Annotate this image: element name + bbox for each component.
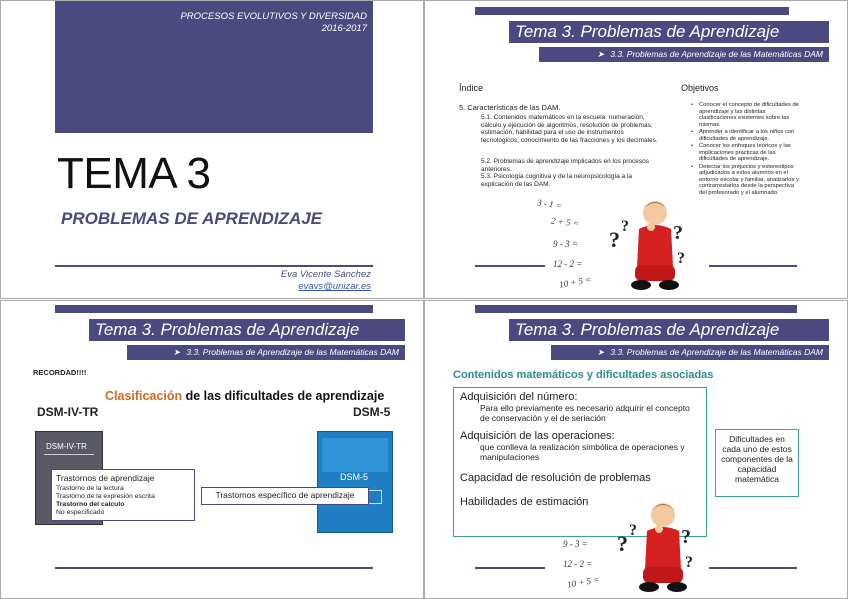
title-banner (55, 1, 373, 133)
tema-title: TEMA 3 (57, 149, 211, 198)
svg-text:?: ? (681, 526, 691, 548)
dsm5-label: DSM-5 (353, 405, 391, 419)
arrow-icon: ➤ (173, 347, 181, 357)
dsm5-book-cover (317, 431, 393, 533)
indice-item-5-1: 5.1. Contenidos matemáticos en la escuela: numeración, cálculo y ejecución de algoritmos, resolución de problemas, estimación, habilidad para el uso de instrumentos tecnológicos, conocimiento de las fracciones y los decimales. (481, 114, 658, 144)
slide-3 (0, 300, 424, 599)
section-heading: Contenidos matemáticos y dificultades asociadas (453, 369, 714, 381)
svg-text:?: ? (673, 222, 683, 244)
indice-heading: 5. Características de las DAM. (459, 103, 561, 112)
side-note-box: Dificultades en cada uno de estos componentes de la capacidad matemática (715, 429, 799, 497)
trastorno-item: Trastorno de la lectura (56, 485, 124, 492)
item-head: Adquisición de las operaciones: (460, 430, 615, 442)
section-subtitle: ➤ 3.3. Problemas de Aprendizaje de las Matemáticas DAM (539, 47, 829, 62)
footer-line (475, 567, 545, 569)
objetivo-item: • Detectar los prejuicios y estereotipos adjudicados a estos alumnos en el entorno escolar y familiar, analizarlos y contrarrestarlos desde la perspectiva del profesorado y el alumnado. (691, 164, 801, 197)
trastorno-item: Trastorno de la expresión escrita (56, 493, 155, 500)
objetivo-item: • Aprender a identificar a los niños con dificultades de aprendizaje. (691, 129, 801, 142)
course-year: 2016-2017 (321, 23, 367, 34)
tema-subtitle: PROBLEMAS DE APRENDIZAJE (61, 209, 323, 228)
objetivos-label: Objetivos (681, 83, 719, 93)
math-expression: 10 + 5 = (558, 274, 593, 290)
svg-text:?: ? (617, 531, 628, 556)
thinking-child-illustration (607, 191, 695, 295)
objetivos-list (691, 102, 801, 197)
book-title: DSM-5 (340, 472, 369, 482)
item-head: Adquisición del número: (460, 391, 578, 403)
footer-line (475, 265, 545, 267)
footer-line (55, 567, 373, 569)
item-head: Habilidades de estimación (460, 496, 589, 508)
footer-line (709, 265, 797, 267)
title-accent-bar (55, 305, 373, 313)
trastorno-item: No especificado (56, 509, 105, 516)
indice-label: Índice (459, 83, 484, 93)
svg-text:?: ? (685, 554, 693, 571)
svg-text:?: ? (621, 218, 629, 235)
slide-1 (0, 0, 424, 299)
title-accent-bar (475, 7, 789, 15)
item-head: Capacidad de resolución de problemas (460, 472, 651, 484)
math-expression: 3 - 1 = (536, 197, 563, 211)
author-email[interactable]: evavs@unizar.es (298, 281, 371, 292)
item-desc: Para ello previamente es necesario adquirir el concepto de conservación y el de seriación (480, 403, 690, 423)
slide-title: Tema 3. Problemas de Aprendizaje (89, 319, 405, 341)
slide-title: Tema 3. Problemas de Aprendizaje (509, 319, 829, 341)
trastornos-heading: Trastornos de aprendizaje (56, 473, 155, 483)
section-subtitle: ➤ 3.3. Problemas de Aprendizaje de las Matemáticas DAM (551, 345, 829, 360)
trastornos-box (51, 469, 195, 521)
svg-text:?: ? (629, 522, 637, 539)
title-accent-bar (475, 305, 797, 313)
math-expression: 9 - 3 = (553, 239, 578, 249)
recordad-label: RECORDAD!!!! (33, 368, 87, 377)
math-expression: 12 - 2 = (553, 259, 583, 269)
item-desc: que conlleva la realización simbólica de operaciones y manipulaciones (480, 442, 685, 462)
section-subtitle: ➤ 3.3. Problemas de Aprendizaje de las Matemáticas DAM (127, 345, 405, 360)
book-title: DSM-IV-TR (46, 442, 87, 451)
arrow-icon: ➤ (597, 347, 605, 357)
trastorno-item: Trastorno del calculo (56, 501, 125, 508)
math-expression: 12 - 2 = (563, 559, 593, 569)
math-expression: 2 + 5 = (550, 215, 580, 229)
arrow-icon: ➤ (597, 49, 605, 59)
thinking-child-illustration (615, 491, 703, 595)
indice-item-5-3: 5.3. Psicología cognitiva y de la neuropsicología a la explicación de las DAM. (481, 173, 633, 188)
svg-text:?: ? (609, 227, 620, 252)
slide-title: Tema 3. Problemas de Aprendizaje (509, 21, 829, 43)
course-name: PROCESOS EVOLUTIVOS Y DIVERSIDAD (180, 11, 367, 22)
objetivo-item: • Conocer los enfoques teóricos y las implicaciones prácticas de las dificultades de aprendizaje. (691, 143, 801, 163)
slide-2 (424, 0, 848, 299)
indice-item-5-2: 5.2. Problemas de aprendizaje implicados en los procesos anteriores. (481, 158, 650, 173)
especifico-box: Trastornos específico de aprendizaje (201, 487, 369, 505)
footer-line (709, 567, 797, 569)
slide-4 (424, 300, 848, 599)
dsm4-label: DSM-IV-TR (37, 405, 99, 419)
divider (55, 265, 373, 267)
book-decoration (322, 438, 388, 472)
clasificacion-heading: Clasificación de las dificultades de aprendizaje (105, 389, 385, 403)
objetivo-item: • Conocer el concepto de dificultades de aprendizaje y las distintas clasificaciones existentes sobre las mismas. (691, 102, 801, 128)
book-decoration (44, 454, 94, 455)
svg-text:?: ? (677, 250, 685, 267)
math-expression: 10 + 5 = (566, 574, 601, 590)
math-expression: 9 - 3 = (563, 539, 588, 549)
author-name: Eva Vicente Sánchez (280, 269, 371, 280)
